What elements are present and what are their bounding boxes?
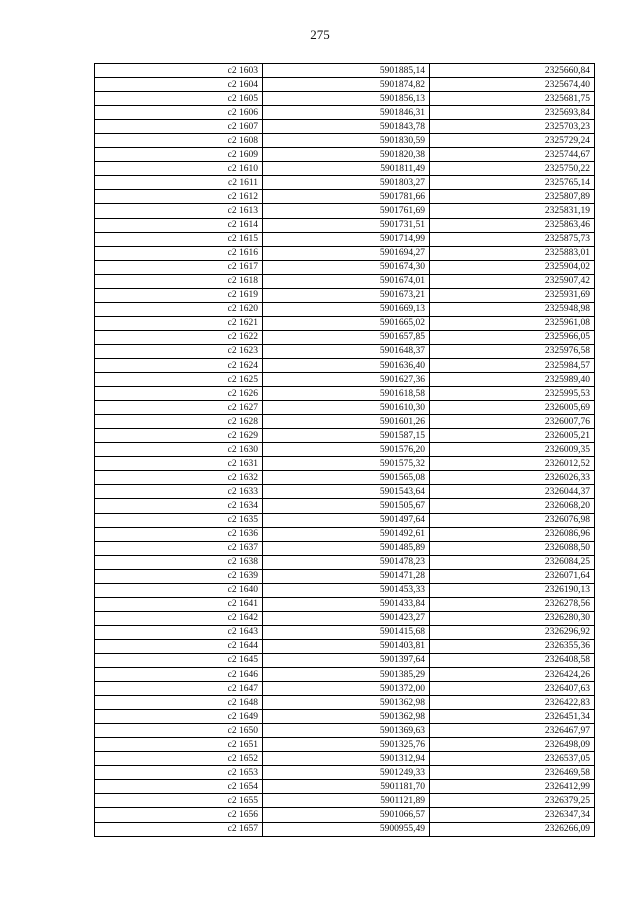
point-name-cell: c2 1621 bbox=[95, 316, 263, 330]
point-name-cell: c2 1641 bbox=[95, 597, 263, 611]
y-coordinate-cell: 2326266,09 bbox=[430, 822, 595, 836]
y-coordinate-cell: 2325750,22 bbox=[430, 162, 595, 176]
y-coordinate-cell: 2325883,01 bbox=[430, 246, 595, 260]
x-coordinate-cell: 5901362,98 bbox=[263, 696, 430, 710]
point-name-cell: c2 1653 bbox=[95, 766, 263, 780]
point-name-cell: c2 1627 bbox=[95, 401, 263, 415]
y-coordinate-cell: 2325703,23 bbox=[430, 120, 595, 134]
x-coordinate-cell: 5901846,31 bbox=[263, 106, 430, 120]
point-name-cell: c2 1615 bbox=[95, 232, 263, 246]
x-coordinate-cell: 5901423,27 bbox=[263, 611, 430, 625]
point-name-cell: c2 1650 bbox=[95, 724, 263, 738]
y-coordinate-cell: 2325961,08 bbox=[430, 316, 595, 330]
y-coordinate-cell: 2326068,20 bbox=[430, 499, 595, 513]
x-coordinate-cell: 5901627,36 bbox=[263, 373, 430, 387]
point-name-cell: c2 1646 bbox=[95, 668, 263, 682]
table-row bbox=[95, 611, 595, 625]
table-row bbox=[95, 639, 595, 653]
table-row bbox=[95, 78, 595, 92]
y-coordinate-cell: 2326076,98 bbox=[430, 513, 595, 527]
table-row bbox=[95, 162, 595, 176]
table-row bbox=[95, 401, 595, 415]
y-coordinate-cell: 2325863,46 bbox=[430, 218, 595, 232]
y-coordinate-cell: 2326086,96 bbox=[430, 527, 595, 541]
x-coordinate-cell: 5900955,49 bbox=[263, 822, 430, 836]
x-coordinate-cell: 5901669,13 bbox=[263, 302, 430, 316]
x-coordinate-cell: 5901453,33 bbox=[263, 583, 430, 597]
x-coordinate-cell: 5901674,30 bbox=[263, 260, 430, 274]
table-row bbox=[95, 134, 595, 148]
x-coordinate-cell: 5901811,49 bbox=[263, 162, 430, 176]
table-row bbox=[95, 260, 595, 274]
y-coordinate-cell: 2326026,33 bbox=[430, 471, 595, 485]
point-name-cell: c2 1611 bbox=[95, 176, 263, 190]
table-row bbox=[95, 64, 595, 78]
point-name-cell: c2 1619 bbox=[95, 288, 263, 302]
x-coordinate-cell: 5901618,58 bbox=[263, 387, 430, 401]
x-coordinate-cell: 5901610,30 bbox=[263, 401, 430, 415]
table-row bbox=[95, 288, 595, 302]
point-name-cell: c2 1608 bbox=[95, 134, 263, 148]
x-coordinate-cell: 5901657,85 bbox=[263, 330, 430, 344]
coordinates-table bbox=[94, 63, 595, 837]
x-coordinate-cell: 5901601,26 bbox=[263, 415, 430, 429]
point-name-cell: c2 1638 bbox=[95, 555, 263, 569]
table-row bbox=[95, 373, 595, 387]
x-coordinate-cell: 5901415,68 bbox=[263, 625, 430, 639]
table-row bbox=[95, 246, 595, 260]
x-coordinate-cell: 5901731,51 bbox=[263, 218, 430, 232]
table-row bbox=[95, 106, 595, 120]
table-row bbox=[95, 176, 595, 190]
y-coordinate-cell: 2326012,52 bbox=[430, 457, 595, 471]
x-coordinate-cell: 5901066,57 bbox=[263, 808, 430, 822]
y-coordinate-cell: 2325831,19 bbox=[430, 204, 595, 218]
table-row bbox=[95, 668, 595, 682]
x-coordinate-cell: 5901403,81 bbox=[263, 639, 430, 653]
x-coordinate-cell: 5901885,14 bbox=[263, 64, 430, 78]
y-coordinate-cell: 2326412,99 bbox=[430, 780, 595, 794]
table-row bbox=[95, 822, 595, 836]
y-coordinate-cell: 2326537,05 bbox=[430, 752, 595, 766]
table-row bbox=[95, 541, 595, 555]
x-coordinate-cell: 5901543,64 bbox=[263, 485, 430, 499]
point-name-cell: c2 1647 bbox=[95, 682, 263, 696]
y-coordinate-cell: 2326190,13 bbox=[430, 583, 595, 597]
x-coordinate-cell: 5901497,64 bbox=[263, 513, 430, 527]
y-coordinate-cell: 2326084,25 bbox=[430, 555, 595, 569]
table-row bbox=[95, 120, 595, 134]
table-row bbox=[95, 653, 595, 667]
x-coordinate-cell: 5901856,13 bbox=[263, 92, 430, 106]
x-coordinate-cell: 5901492,61 bbox=[263, 527, 430, 541]
table-row bbox=[95, 485, 595, 499]
page-number: 275 bbox=[310, 27, 330, 42]
table-row bbox=[95, 232, 595, 246]
point-name-cell: c2 1657 bbox=[95, 822, 263, 836]
point-name-cell: c2 1632 bbox=[95, 471, 263, 485]
table-row bbox=[95, 415, 595, 429]
point-name-cell: c2 1628 bbox=[95, 415, 263, 429]
x-coordinate-cell: 5901761,69 bbox=[263, 204, 430, 218]
point-name-cell: c2 1625 bbox=[95, 373, 263, 387]
y-coordinate-cell: 2325989,40 bbox=[430, 373, 595, 387]
x-coordinate-cell: 5901575,32 bbox=[263, 457, 430, 471]
x-coordinate-cell: 5901385,29 bbox=[263, 668, 430, 682]
table-row bbox=[95, 682, 595, 696]
x-coordinate-cell: 5901325,76 bbox=[263, 738, 430, 752]
table-row bbox=[95, 190, 595, 204]
table-row bbox=[95, 471, 595, 485]
point-name-cell: c2 1654 bbox=[95, 780, 263, 794]
point-name-cell: c2 1645 bbox=[95, 653, 263, 667]
point-name-cell: c2 1651 bbox=[95, 738, 263, 752]
x-coordinate-cell: 5901181,70 bbox=[263, 780, 430, 794]
point-name-cell: c2 1626 bbox=[95, 387, 263, 401]
table-row bbox=[95, 499, 595, 513]
x-coordinate-cell: 5901803,27 bbox=[263, 176, 430, 190]
y-coordinate-cell: 2325931,69 bbox=[430, 288, 595, 302]
y-coordinate-cell: 2326278,56 bbox=[430, 597, 595, 611]
y-coordinate-cell: 2325875,73 bbox=[430, 232, 595, 246]
point-name-cell: c2 1642 bbox=[95, 611, 263, 625]
y-coordinate-cell: 2325984,57 bbox=[430, 358, 595, 372]
x-coordinate-cell: 5901362,98 bbox=[263, 710, 430, 724]
x-coordinate-cell: 5901505,67 bbox=[263, 499, 430, 513]
y-coordinate-cell: 2326044,37 bbox=[430, 485, 595, 499]
point-name-cell: c2 1605 bbox=[95, 92, 263, 106]
point-name-cell: c2 1636 bbox=[95, 527, 263, 541]
x-coordinate-cell: 5901312,94 bbox=[263, 752, 430, 766]
point-name-cell: c2 1644 bbox=[95, 639, 263, 653]
y-coordinate-cell: 2326280,30 bbox=[430, 611, 595, 625]
y-coordinate-cell: 2326355,36 bbox=[430, 639, 595, 653]
table-row bbox=[95, 316, 595, 330]
table-row bbox=[95, 443, 595, 457]
x-coordinate-cell: 5901433,84 bbox=[263, 597, 430, 611]
point-name-cell: c2 1629 bbox=[95, 429, 263, 443]
point-name-cell: c2 1622 bbox=[95, 330, 263, 344]
table-row bbox=[95, 555, 595, 569]
y-coordinate-cell: 2326408,58 bbox=[430, 653, 595, 667]
point-name-cell: c2 1655 bbox=[95, 794, 263, 808]
x-coordinate-cell: 5901674,01 bbox=[263, 274, 430, 288]
y-coordinate-cell: 2326296,92 bbox=[430, 625, 595, 639]
table-row bbox=[95, 302, 595, 316]
x-coordinate-cell: 5901485,89 bbox=[263, 541, 430, 555]
table-row bbox=[95, 583, 595, 597]
point-name-cell: c2 1606 bbox=[95, 106, 263, 120]
table-row bbox=[95, 752, 595, 766]
y-coordinate-cell: 2325660,84 bbox=[430, 64, 595, 78]
table-row bbox=[95, 92, 595, 106]
table-row bbox=[95, 148, 595, 162]
point-name-cell: c2 1609 bbox=[95, 148, 263, 162]
table-body bbox=[95, 64, 595, 837]
table-row bbox=[95, 527, 595, 541]
x-coordinate-cell: 5901121,89 bbox=[263, 794, 430, 808]
point-name-cell: c2 1640 bbox=[95, 583, 263, 597]
point-name-cell: c2 1616 bbox=[95, 246, 263, 260]
table-row bbox=[95, 457, 595, 471]
y-coordinate-cell: 2326347,34 bbox=[430, 808, 595, 822]
x-coordinate-cell: 5901830,59 bbox=[263, 134, 430, 148]
table-row bbox=[95, 274, 595, 288]
point-name-cell: c2 1614 bbox=[95, 218, 263, 232]
y-coordinate-cell: 2325904,02 bbox=[430, 260, 595, 274]
x-coordinate-cell: 5901820,38 bbox=[263, 148, 430, 162]
y-coordinate-cell: 2326498,09 bbox=[430, 738, 595, 752]
y-coordinate-cell: 2325966,05 bbox=[430, 330, 595, 344]
y-coordinate-cell: 2325674,40 bbox=[430, 78, 595, 92]
x-coordinate-cell: 5901781,66 bbox=[263, 190, 430, 204]
y-coordinate-cell: 2326407,63 bbox=[430, 682, 595, 696]
y-coordinate-cell: 2325693,84 bbox=[430, 106, 595, 120]
x-coordinate-cell: 5901369,63 bbox=[263, 724, 430, 738]
x-coordinate-cell: 5901648,37 bbox=[263, 344, 430, 358]
y-coordinate-cell: 2325729,24 bbox=[430, 134, 595, 148]
point-name-cell: c2 1648 bbox=[95, 696, 263, 710]
point-name-cell: c2 1652 bbox=[95, 752, 263, 766]
x-coordinate-cell: 5901372,00 bbox=[263, 682, 430, 696]
point-name-cell: c2 1643 bbox=[95, 625, 263, 639]
x-coordinate-cell: 5901587,15 bbox=[263, 429, 430, 443]
table-row bbox=[95, 710, 595, 724]
x-coordinate-cell: 5901565,08 bbox=[263, 471, 430, 485]
y-coordinate-cell: 2325681,75 bbox=[430, 92, 595, 106]
x-coordinate-cell: 5901636,40 bbox=[263, 358, 430, 372]
y-coordinate-cell: 2325907,42 bbox=[430, 274, 595, 288]
table-row bbox=[95, 696, 595, 710]
point-name-cell: c2 1618 bbox=[95, 274, 263, 288]
y-coordinate-cell: 2326005,69 bbox=[430, 401, 595, 415]
point-name-cell: c2 1639 bbox=[95, 569, 263, 583]
y-coordinate-cell: 2326009,35 bbox=[430, 443, 595, 457]
point-name-cell: c2 1610 bbox=[95, 162, 263, 176]
table-row bbox=[95, 204, 595, 218]
y-coordinate-cell: 2326467,97 bbox=[430, 724, 595, 738]
y-coordinate-cell: 2325744,67 bbox=[430, 148, 595, 162]
table-row bbox=[95, 808, 595, 822]
y-coordinate-cell: 2325948,98 bbox=[430, 302, 595, 316]
point-name-cell: c2 1617 bbox=[95, 260, 263, 274]
x-coordinate-cell: 5901249,33 bbox=[263, 766, 430, 780]
point-name-cell: c2 1604 bbox=[95, 78, 263, 92]
y-coordinate-cell: 2326422,83 bbox=[430, 696, 595, 710]
point-name-cell: c2 1656 bbox=[95, 808, 263, 822]
x-coordinate-cell: 5901478,23 bbox=[263, 555, 430, 569]
point-name-cell: c2 1612 bbox=[95, 190, 263, 204]
table-row bbox=[95, 724, 595, 738]
point-name-cell: c2 1630 bbox=[95, 443, 263, 457]
x-coordinate-cell: 5901874,82 bbox=[263, 78, 430, 92]
table-row bbox=[95, 569, 595, 583]
y-coordinate-cell: 2326005,21 bbox=[430, 429, 595, 443]
table-row bbox=[95, 344, 595, 358]
table-row bbox=[95, 218, 595, 232]
y-coordinate-cell: 2326424,26 bbox=[430, 668, 595, 682]
x-coordinate-cell: 5901471,28 bbox=[263, 569, 430, 583]
x-coordinate-cell: 5901843,78 bbox=[263, 120, 430, 134]
point-name-cell: c2 1620 bbox=[95, 302, 263, 316]
table-row bbox=[95, 780, 595, 794]
table-row bbox=[95, 766, 595, 780]
y-coordinate-cell: 2326469,58 bbox=[430, 766, 595, 780]
y-coordinate-cell: 2326451,34 bbox=[430, 710, 595, 724]
y-coordinate-cell: 2325995,53 bbox=[430, 387, 595, 401]
table-row bbox=[95, 387, 595, 401]
x-coordinate-cell: 5901694,27 bbox=[263, 246, 430, 260]
y-coordinate-cell: 2326088,50 bbox=[430, 541, 595, 555]
point-name-cell: c2 1649 bbox=[95, 710, 263, 724]
table-row bbox=[95, 597, 595, 611]
x-coordinate-cell: 5901576,20 bbox=[263, 443, 430, 457]
point-name-cell: c2 1624 bbox=[95, 358, 263, 372]
x-coordinate-cell: 5901673,21 bbox=[263, 288, 430, 302]
point-name-cell: c2 1634 bbox=[95, 499, 263, 513]
point-name-cell: c2 1637 bbox=[95, 541, 263, 555]
table-row bbox=[95, 330, 595, 344]
y-coordinate-cell: 2325807,89 bbox=[430, 190, 595, 204]
y-coordinate-cell: 2326071,64 bbox=[430, 569, 595, 583]
table-row bbox=[95, 625, 595, 639]
y-coordinate-cell: 2325765,14 bbox=[430, 176, 595, 190]
point-name-cell: c2 1607 bbox=[95, 120, 263, 134]
table-row bbox=[95, 358, 595, 372]
point-name-cell: c2 1631 bbox=[95, 457, 263, 471]
point-name-cell: c2 1633 bbox=[95, 485, 263, 499]
point-name-cell: c2 1623 bbox=[95, 344, 263, 358]
y-coordinate-cell: 2325976,58 bbox=[430, 344, 595, 358]
x-coordinate-cell: 5901714,99 bbox=[263, 232, 430, 246]
point-name-cell: c2 1603 bbox=[95, 64, 263, 78]
y-coordinate-cell: 2326379,25 bbox=[430, 794, 595, 808]
table-row bbox=[95, 513, 595, 527]
table-row bbox=[95, 429, 595, 443]
x-coordinate-cell: 5901397,64 bbox=[263, 653, 430, 667]
point-name-cell: c2 1613 bbox=[95, 204, 263, 218]
point-name-cell: c2 1635 bbox=[95, 513, 263, 527]
table-row bbox=[95, 794, 595, 808]
x-coordinate-cell: 5901665,02 bbox=[263, 316, 430, 330]
table-row bbox=[95, 738, 595, 752]
y-coordinate-cell: 2326007,76 bbox=[430, 415, 595, 429]
